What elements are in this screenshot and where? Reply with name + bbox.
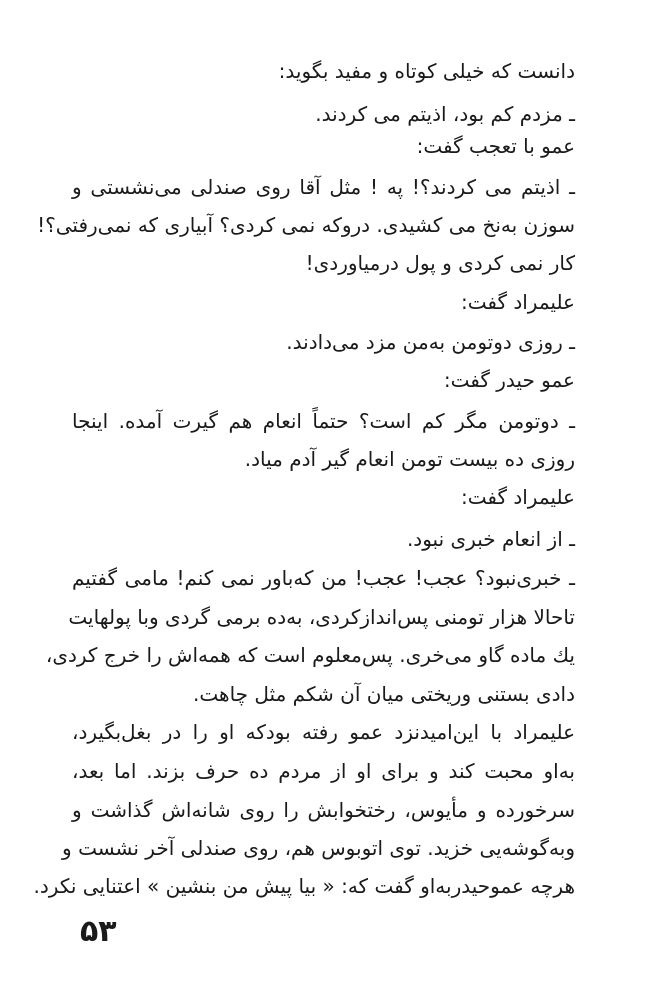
text-line: به‌او محبت کند و برای او از مردم ده حرف بزند. اما بعد، <box>72 759 575 783</box>
text-line: سوزن به‌نخ می کشیدی. دروکه نمی کردی؟ آبیاری که نمی‌رفتی؟! <box>37 213 575 237</box>
text-line: ـ اذیتم می کردند؟! په ! مثل آقا روی صندلی می‌نشستی و <box>72 175 575 199</box>
text-line: عمو با تعجب گفت: <box>416 134 575 158</box>
page-number: ۵۳ <box>80 914 117 949</box>
text-line: وبه‌گوشه‌یی خزید. توی اتوبوس هم، روی صندلی آخر نشست و <box>62 836 575 860</box>
text-line: ـ دوتومن مگر کم است؟ حتماً انعام هم گیرت آمده. اینجا <box>72 409 575 433</box>
text-line: هرچه عموحیدربه‌او گفت که: « بیا پیش من بنشین » اعتنایی نکرد. <box>33 874 575 898</box>
text-line: کار نمی کردی و پول درمیاوردی! <box>305 251 575 275</box>
text-line: ـ مزدم کم بود، اذیتم می کردند. <box>315 102 575 126</box>
text-line: علیمراد گفت: <box>460 290 575 314</box>
text-line: دانست که خیلی کوتاه و مفید بگوید: <box>278 59 575 83</box>
text-line: علیمراد گفت: <box>460 485 575 509</box>
text-line: عمو حیدر گفت: <box>443 368 575 392</box>
text-line: روزی ده بیست تومن انعام گیر آدم میاد. <box>244 447 575 471</box>
text-line: ـ روزی دوتومن به‌من مزد می‌دادند. <box>286 330 575 354</box>
text-line: سرخورده و مأیوس، رختخوابش را روی شانه‌اش گذاشت و <box>72 798 575 822</box>
text-line: تاحالا هزار تومنی پس‌اندازکردی، به‌ده برمی گردی وبا پولهایت <box>68 605 575 629</box>
text-line: علیمراد با این‌امیدنزد عمو رفته بودکه او را در بغل‌بگیرد، <box>72 720 575 744</box>
text-line: ـ از انعام خبری نبود. <box>406 527 575 551</box>
text-line: دادی بستنی وریختی میان آن شکم مثل چاهت. <box>193 682 575 706</box>
text-line: ـ خبری‌نبود؟ عجب! عجب! من که‌باور نمی کنم! مامی گفتیم <box>72 566 575 590</box>
text-line: یك ماده گاو می‌خری. پس‌معلوم است که همه‌اش را خرج کردی، <box>45 643 575 667</box>
